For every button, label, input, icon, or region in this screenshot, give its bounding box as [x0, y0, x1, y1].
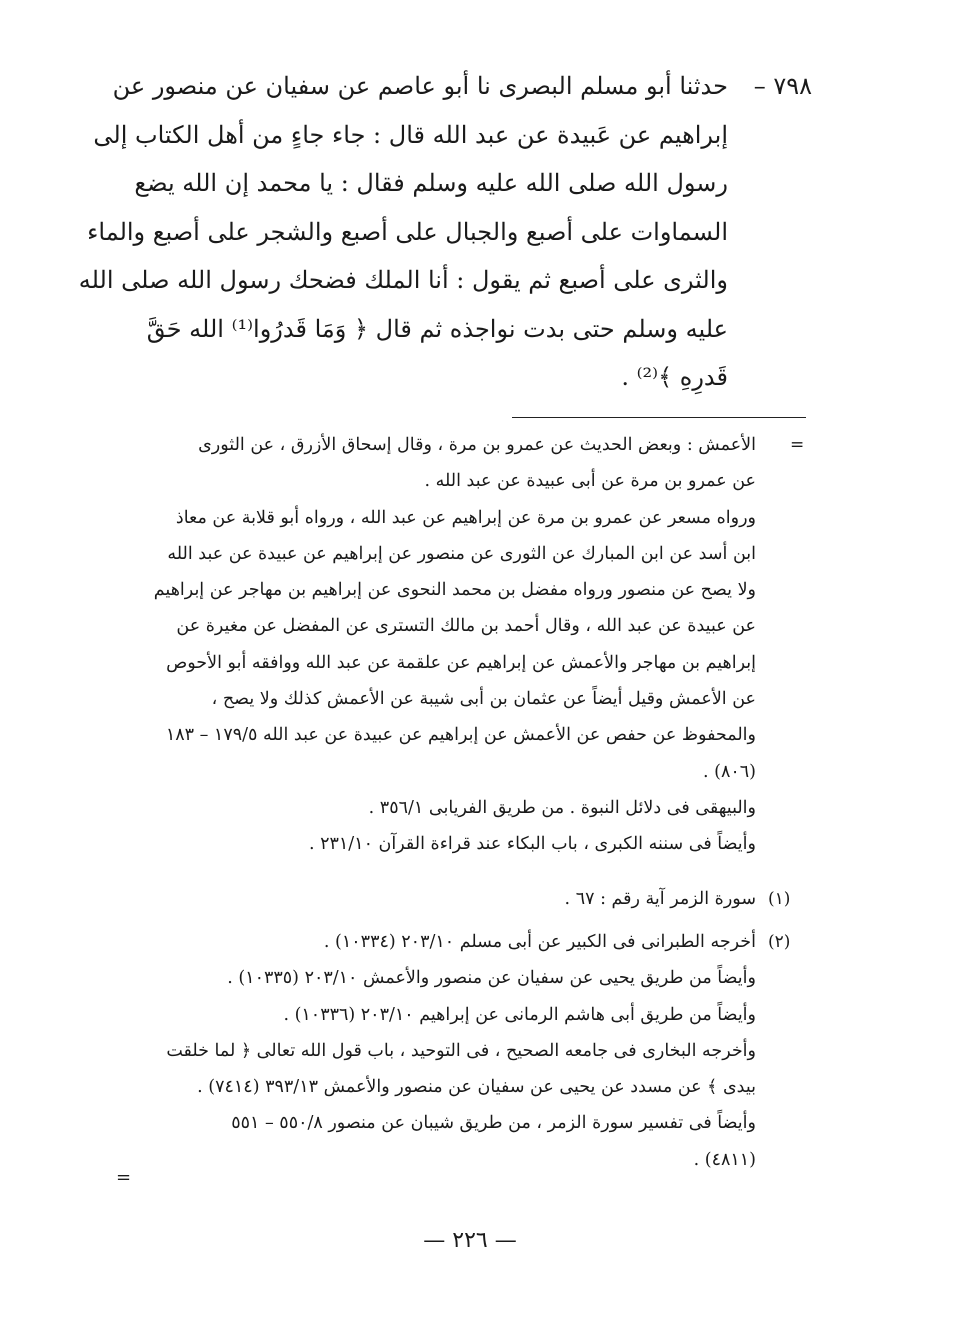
footnote-line: سورة الزمر آية رقم : ٦٧ .	[564, 889, 756, 909]
footnote-line: عن عمرو بن مرة عن أبى عبيدة عن عبد الله .	[424, 471, 756, 492]
footnote-line: (٤٨١١) .	[693, 1149, 756, 1170]
footnote-line: وأيضاً فى تفسير سورة الزمر ، من طريق شيبان عن منصور ٥٥٠/٨ – ٥٥١	[231, 1113, 756, 1134]
footnote-2-marker: (٢)	[768, 932, 791, 952]
hadith-line: قَدرِهِ ﴾⁽²⁾ .	[621, 363, 728, 391]
end-continuation-marker: =	[116, 1167, 132, 1188]
footnote-line: بيدى ﴾ عن مسدد عن يحيى عن سفيان عن منصور والأعمش ٣٩٣/١٣ (٧٤١٤) .	[197, 1077, 756, 1098]
footnote-line: وأخرجه البخارى فى جامعه الصحيح ، فى التوحيد ، باب قول الله تعالى ﴿ لما خلقت	[166, 1040, 756, 1061]
footnote-2	[112, 924, 756, 1178]
page-number: — ٢٢٦ —	[423, 1228, 517, 1253]
hadith-text	[78, 62, 728, 402]
footnote-line: ولا يصح عن منصور ورواه مفضل بن محمد النحوى عن إبراهيم بن مهاجر عن إبراهيم	[153, 580, 756, 601]
footnote-line: ورواه مسعر عن عمرو بن مرة عن إبراهيم عن عبد الله ، ورواه أبو قلابة عن معاذ	[175, 507, 756, 528]
hadith-line: السماوات على أصبع والجبال على أصبع والشجر على أصبع والماء	[87, 217, 728, 246]
footnote-line: الأعمش : وبعض الحديث عن عمرو بن مرة ، وقال إسحاق الأزرق ، عن الثورى	[198, 435, 756, 455]
hadith-number: ٧٩٨ –	[753, 72, 812, 100]
footnote-line: والمحفوظ عن حفص عن الأعمش عن إبراهيم عن عبيدة عن عبد الله ١٧٩/٥ – ١٨٣	[165, 725, 756, 746]
footnote-line: عن الأعمش وقيل أيضاً عن عثمان بن أبى شيبة عن الأعمش كذلك ولا يصح ،	[211, 689, 756, 710]
hadith-line: والثرى على أصبع ثم يقول : أنا الملك فضحك رسول الله صلى الله	[78, 266, 728, 294]
footnote-line: (٨٠٦) .	[703, 761, 756, 782]
footnote-1-marker: (١)	[768, 889, 791, 909]
hadith-line: عليه وسلم حتى بدت نواجذه ثم قال ﴿ وَمَا قَدرُوا⁽¹⁾ الله حَقَّ	[146, 314, 728, 343]
footnote-line: وأيضاً من طريق أبى هاشم الرمانى عن إبراهيم ٢٠٣/١٠ (١٠٣٣٦) .	[283, 1004, 756, 1025]
footnote-separator	[512, 417, 806, 418]
footnote-line: والبيهقى فى دلائل النبوة . من طريق الفريابى ٣٥٦/١ .	[368, 797, 756, 818]
footnote-line: عن عبيدة عن عبد الله ، وقال أحمد بن مالك التسترى عن المفضل عن مغيرة عن	[176, 616, 756, 637]
footnote-line: وأيضاً من طريق يحيى عن سفيان عن منصور والأعمش ٢٠٣/١٠ (١٠٣٣٥) .	[227, 968, 756, 989]
hadith-line: حدثنا أبو مسلم البصرى نا أبو عاصم عن سفيان عن منصور عن	[112, 72, 728, 100]
footnote-line: أخرجه الطبرانى فى الكبير عن أبى مسلم ٢٠٣/١٠ (١٠٣٣٤) .	[323, 932, 756, 952]
footnote-line: وأيضاً فى سننه الكبرى ، باب البكاء عند قراءة القرآن ٢٣١/١٠ .	[308, 834, 756, 855]
hadith-line: إبراهيم عن عَبيدة عن عبد الله قال : جاء جاءٍ من أهل الكتاب إلى	[93, 120, 728, 149]
footnote-line: ابن أسد عن ابن المبارك عن الثورى عن منصور عن إبراهيم عن عبيدة عن عبد الله	[167, 543, 756, 564]
continuation-marker: =	[790, 435, 805, 455]
footnote-continuation	[112, 427, 756, 863]
hadith-line: رسول الله صلى الله عليه وسلم فقال : يا محمد إن الله يضع	[134, 169, 728, 197]
footnote-1	[112, 881, 756, 917]
footnote-line: إبراهيم بن مهاجر والأعمش عن إبراهيم عن علقمة عن عبد الله ووافقه أبو الأحوص	[166, 652, 756, 673]
